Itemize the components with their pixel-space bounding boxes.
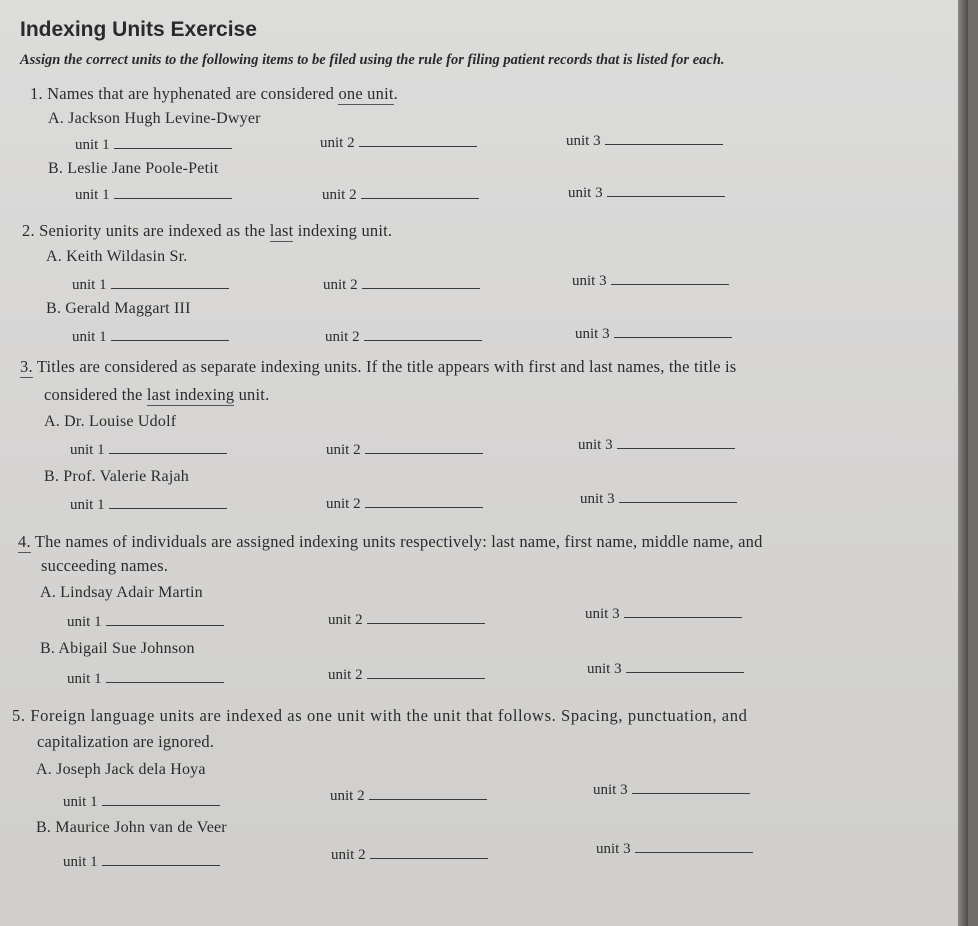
unit-label: unit 3 (575, 326, 610, 342)
item-letter: B. (46, 300, 62, 317)
unit-1-row-4b (67, 670, 224, 688)
unit-1-row-5b (63, 853, 220, 871)
answer-blank[interactable] (111, 276, 229, 289)
unit-2-row-1b (322, 186, 479, 204)
item-4a (40, 584, 203, 602)
unit-3-row-5a (593, 781, 750, 799)
rule-underlined-text: last (269, 221, 294, 240)
rule-number: 5. (12, 706, 26, 725)
answer-blank[interactable] (617, 436, 735, 449)
unit-2-row-1a (320, 134, 477, 152)
unit-label: unit 1 (67, 614, 102, 630)
rule-number: 4. (18, 532, 31, 551)
rule-text: considered the (44, 385, 147, 404)
unit-label: unit 1 (75, 137, 110, 153)
unit-label: unit 2 (326, 496, 361, 512)
rule-2 (22, 221, 392, 241)
unit-1-row-2b (72, 328, 229, 346)
unit-label: unit 2 (325, 329, 360, 345)
rule-text: Titles are considered as separate indexing units. If the title appears with first and last names, the title is (36, 357, 737, 376)
item-letter: A. (36, 761, 52, 778)
answer-blank[interactable] (369, 787, 487, 800)
rule-underlined-text: last indexing (146, 385, 235, 404)
item-letter: B. (44, 468, 60, 485)
unit-label: unit 3 (593, 782, 628, 798)
unit-3-row-2a (572, 272, 729, 290)
unit-label: unit 3 (596, 841, 631, 857)
unit-3-row-1a (566, 132, 723, 150)
instructions: Assign the correct units to the following items to be filed using the rule for filing patient records that is listed for each. (20, 52, 725, 68)
answer-blank[interactable] (624, 605, 742, 618)
item-name: Dr. Louise Udolf (64, 413, 177, 430)
answer-blank[interactable] (362, 276, 480, 289)
item-letter: B. (36, 819, 52, 836)
unit-label: unit 2 (320, 135, 355, 151)
unit-label: unit 3 (568, 185, 603, 201)
answer-blank[interactable] (364, 328, 482, 341)
unit-2-row-3b (326, 495, 483, 513)
unit-label: unit 2 (330, 788, 365, 804)
rule-text: unit. (234, 385, 270, 404)
unit-label: unit 1 (75, 187, 110, 203)
unit-3-row-5b (596, 840, 753, 858)
item-3b (44, 468, 189, 486)
rule-text: Seniority units are indexed as the (39, 221, 270, 240)
answer-blank[interactable] (102, 853, 220, 866)
unit-2-row-3a (326, 441, 483, 459)
unit-2-row-5a (330, 787, 487, 805)
unit-1-row-3a (70, 441, 227, 459)
item-2b (46, 300, 191, 318)
answer-blank[interactable] (102, 793, 220, 806)
rule-4-line-2 (41, 556, 168, 576)
unit-label: unit 1 (70, 442, 105, 458)
unit-label: unit 2 (328, 612, 363, 628)
rule-1 (30, 84, 398, 104)
item-2a (46, 248, 188, 266)
rule-text: capitalization are ignored. (37, 732, 215, 751)
item-1b (48, 160, 219, 178)
answer-blank[interactable] (370, 846, 488, 859)
unit-2-row-5b (331, 846, 488, 864)
answer-blank[interactable] (359, 134, 477, 147)
item-letter: B. (48, 160, 64, 177)
item-letter: A. (46, 248, 62, 265)
unit-1-row-1b (75, 186, 232, 204)
rule-text: Names that are hyphenated are considered (47, 84, 339, 103)
item-letter: A. (44, 413, 60, 430)
answer-blank[interactable] (614, 325, 732, 338)
answer-blank[interactable] (109, 496, 227, 509)
unit-label: unit 2 (331, 847, 366, 863)
unit-label: unit 3 (580, 491, 615, 507)
item-1a (48, 110, 261, 128)
unit-label: unit 1 (72, 277, 107, 293)
rule-number: 2. (22, 221, 35, 240)
unit-2-row-2a (323, 276, 480, 294)
unit-2-row-4a (328, 611, 485, 629)
item-name: Lindsay Adair Martin (60, 584, 203, 601)
unit-label: unit 3 (585, 606, 620, 622)
answer-blank[interactable] (365, 441, 483, 454)
unit-3-row-4b (587, 660, 744, 678)
unit-1-row-3b (70, 496, 227, 514)
unit-label: unit 3 (566, 133, 601, 149)
unit-3-row-3b (580, 490, 737, 508)
answer-blank[interactable] (632, 781, 750, 794)
unit-1-row-2a (72, 276, 229, 294)
unit-label: unit 2 (322, 187, 357, 203)
rule-3-line-2 (44, 385, 269, 405)
item-name: Maurice John van de Veer (55, 819, 227, 836)
unit-label: unit 1 (63, 794, 98, 810)
rule-5-line-2 (37, 732, 214, 752)
unit-1-row-4a (67, 613, 224, 631)
unit-2-row-2b (325, 328, 482, 346)
unit-label: unit 3 (578, 437, 613, 453)
answer-blank[interactable] (607, 184, 725, 197)
rule-text: indexing unit. (293, 221, 393, 240)
answer-blank[interactable] (111, 328, 229, 341)
unit-3-row-3a (578, 436, 735, 454)
item-letter: B. (40, 640, 56, 657)
unit-3-row-2b (575, 325, 732, 343)
answer-blank[interactable] (109, 441, 227, 454)
answer-blank[interactable] (106, 670, 224, 683)
item-name: Jackson Hugh Levine-Dwyer (68, 110, 261, 127)
unit-label: unit 1 (72, 329, 107, 345)
item-4b (40, 640, 195, 658)
unit-label: unit 1 (63, 854, 98, 870)
answer-blank[interactable] (114, 186, 232, 199)
rule-3 (20, 357, 736, 377)
answer-blank[interactable] (114, 136, 232, 149)
answer-blank[interactable] (365, 495, 483, 508)
answer-blank[interactable] (367, 666, 485, 679)
answer-blank[interactable] (106, 613, 224, 626)
item-name: Abigail Sue Johnson (58, 640, 195, 657)
unit-label: unit 2 (323, 277, 358, 293)
unit-label: unit 1 (67, 671, 102, 687)
rule-underlined-text: one unit (338, 84, 394, 103)
unit-label: unit 1 (70, 497, 105, 513)
rule-text: . (393, 84, 398, 103)
item-name: Prof. Valerie Rajah (63, 468, 189, 485)
item-5a (36, 761, 206, 779)
item-letter: A. (40, 584, 56, 601)
unit-label: unit 2 (326, 442, 361, 458)
item-letter: A. (48, 110, 64, 127)
rule-5 (12, 706, 747, 726)
unit-1-row-5a (63, 793, 220, 811)
rule-text: succeeding names. (41, 556, 169, 575)
unit-label: unit 3 (572, 273, 607, 289)
answer-blank[interactable] (367, 611, 485, 624)
rule-4 (18, 532, 763, 552)
item-name: Gerald Maggart III (65, 300, 191, 317)
page-title: Indexing Units Exercise (20, 18, 257, 41)
rule-number: 3. (20, 357, 33, 376)
page-edge-shadow (958, 0, 968, 926)
answer-blank[interactable] (626, 660, 744, 673)
unit-label: unit 2 (328, 667, 363, 683)
item-name: Leslie Jane Poole-Petit (67, 160, 219, 177)
item-5b (36, 819, 227, 837)
item-name: Joseph Jack dela Hoya (56, 761, 206, 778)
answer-blank[interactable] (619, 490, 737, 503)
answer-blank[interactable] (611, 272, 729, 285)
unit-2-row-4b (328, 666, 485, 684)
unit-1-row-1a (75, 136, 232, 154)
unit-3-row-4a (585, 605, 742, 623)
rule-text: Foreign language units are indexed as one unit with the unit that follows. Spacing, punctuation, and (30, 706, 748, 725)
unit-label: unit 3 (587, 661, 622, 677)
answer-blank[interactable] (361, 186, 479, 199)
answer-blank[interactable] (605, 132, 723, 145)
answer-blank[interactable] (635, 840, 753, 853)
unit-3-row-1b (568, 184, 725, 202)
rule-text: The names of individuals are assigned indexing units respectively: last name, first name, middle name, and (34, 532, 763, 551)
rule-number: 1. (30, 84, 43, 103)
item-3a (44, 413, 176, 431)
item-name: Keith Wildasin Sr. (66, 248, 188, 265)
